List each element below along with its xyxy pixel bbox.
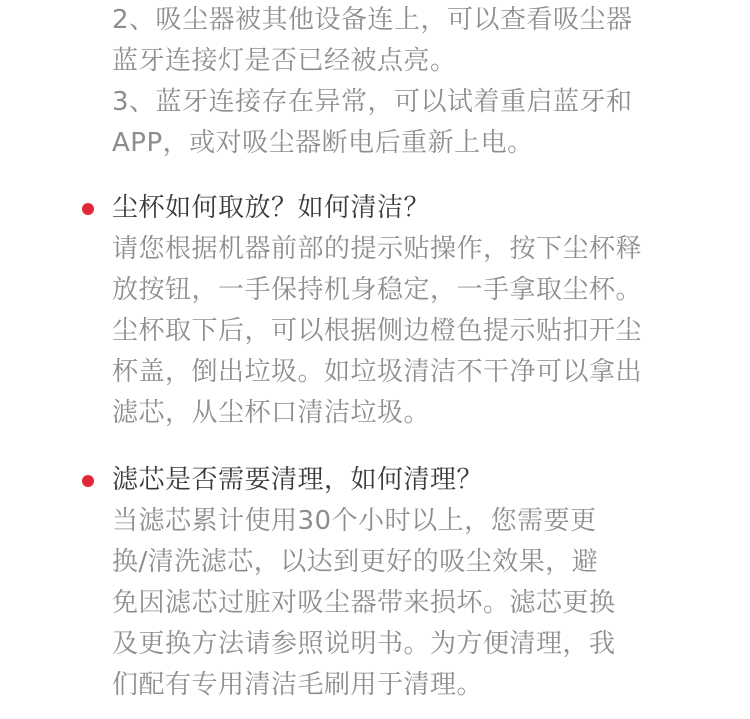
bullet-dot-icon — [82, 475, 94, 487]
faq-answer-dustcup — [112, 229, 660, 434]
answer-line: 请您根据机器前部的提示贴操作，按下尘杯释 — [112, 234, 643, 264]
answer-line: 放按钮，一手保持机身稳定，一手拿取尘杯。 — [112, 275, 643, 305]
intro-line: APP，或对吸尘器断电后重新上电。 — [112, 128, 534, 158]
intro-line: 蓝牙连接灯是否已经被点亮。 — [112, 46, 457, 76]
intro-line: 2、吸尘器被其他设备连上，可以查看吸尘器 — [112, 5, 633, 35]
answer-line: 换/清洗滤芯，以达到更好的吸尘效果，避 — [112, 547, 599, 577]
bullet-dot-icon — [82, 203, 94, 215]
answer-line: 尘杯取下后，可以根据侧边橙色提示贴扣开尘 — [112, 316, 643, 346]
intro-line: 3、蓝牙连接存在异常，可以试着重启蓝牙和 — [112, 87, 633, 117]
answer-line: 滤芯，从尘杯口清洁垃圾。 — [112, 398, 431, 428]
faq-question-dustcup: 尘杯如何取放？如何清洁？ — [112, 193, 431, 223]
answer-line: 免因滤芯过脏对吸尘器带来损坏。滤芯更换 — [112, 588, 616, 618]
answer-line: 当滤芯累计使用30个小时以上，您需要更 — [112, 506, 597, 536]
faq-answer-filter — [112, 501, 660, 706]
faq-question-filter: 滤芯是否需要清理，如何清理？ — [112, 465, 484, 495]
answer-line: 及更换方法请参照说明书。为方便清理，我 — [112, 629, 616, 659]
intro-paragraph — [112, 0, 660, 164]
answer-line: 们配有专用清洁毛刷用于清理。 — [112, 670, 484, 700]
answer-line: 杯盖，倒出垃圾。如垃圾清洁不干净可以拿出 — [112, 357, 643, 387]
